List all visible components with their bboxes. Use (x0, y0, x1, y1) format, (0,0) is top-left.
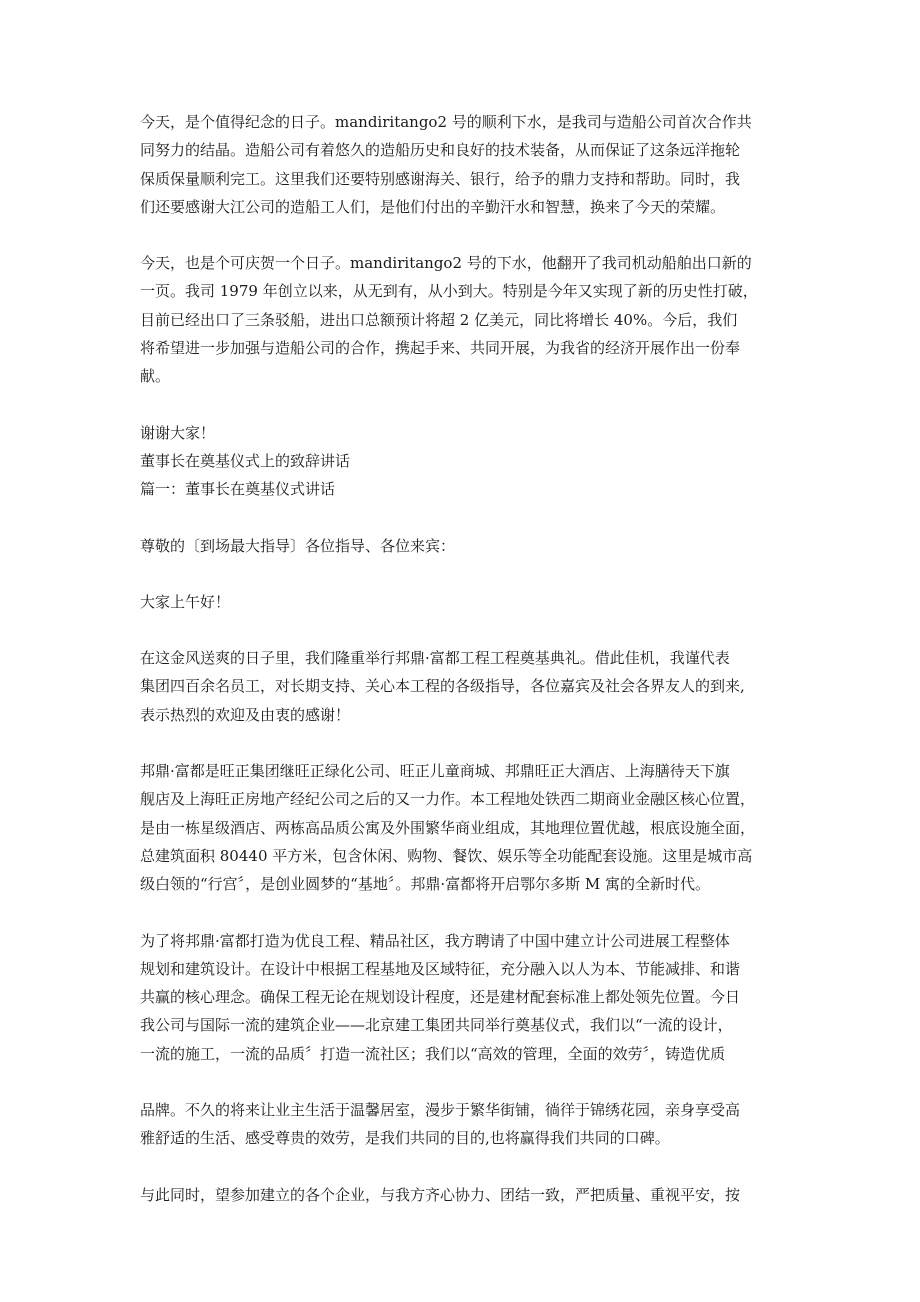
text-line: 为了将邦鼎·富都打造为优良工程、精品社区，我方聘请了中国中建立计公司进展工程整体 (140, 931, 730, 950)
text-line: 邦鼎·富都是旺正集团继旺正绿化公司、旺正儿童商城、邦鼎旺正大酒店、上海膳待天下旗 (140, 762, 730, 781)
text-line: 是由一栋星级酒店、两栋高品质公寓及外围繁华商业组成，其地理位置优越，根底设施全面， (140, 818, 756, 837)
paragraph-design-plan (140, 927, 785, 1068)
paragraph-launch-celebration (140, 249, 785, 390)
text-line: 在这金风送爽的日子里，我们隆重举行邦鼎·富都工程工程奠基典礼。借此佳机，我谨代表 (140, 649, 730, 668)
paragraph-project-overview (140, 757, 785, 898)
text-line: 共赢的核心理念。确保工程无论在规划设计程度，还是建材配套标准上都处领先位置。今日 (140, 988, 741, 1007)
text-line: 规划和建筑设计。在设计中根据工程基地及区域特征，充分融入以人为本、节能减排、和谐 (140, 959, 741, 978)
paragraph-launch-commemoration (140, 108, 785, 221)
section-title: 篇一：董事长在奠基仪式讲话 (140, 480, 336, 499)
text-line: 舰店及上海旺正房地产经纪公司之后的又一力作。本工程地处铁西二期商业金融区核心位置， (140, 790, 756, 809)
greeting-line: 大家上午好！ (140, 592, 231, 611)
text-line: 总建筑面积 80440 平方米，包含休闲、购物、餐饮、娱乐等全功能配套设施。这里是城市高 (140, 846, 753, 865)
paragraph-salutation (140, 532, 785, 560)
text-line: 目前已经出口了三条驳船，进出口总额预计将超 2 亿美元，同比将增长 40%。今后，我们 (140, 310, 738, 329)
text-line: 表示热烈的欢迎及由衷的感谢！ (140, 705, 351, 724)
document-page (140, 108, 785, 1209)
text-line: 一流的施工，一流的品质〞打造一流社区；我们以“高效的管理，全面的效劳〞，铸造优质 (140, 1044, 726, 1063)
text-line: 献。 (140, 367, 171, 386)
paragraph-thanks-and-titles (140, 419, 785, 504)
paragraph-ceremony-intro (140, 644, 785, 729)
text-line: 品牌。不久的将来让业主生活于温馨居室，漫步于繁华街铺，徜徉于锦绣花园，亲身享受高 (140, 1101, 741, 1120)
text-line: 我公司与国际一流的建筑企业——北京建工集团共同举行奠基仪式，我们以“一流的设计， (140, 1016, 733, 1035)
text-line: 一页。我司 1979 年创立以来，从无到有，从小到大。特别是今年又实现了新的历史性打破， (140, 282, 758, 301)
text-line: 雅舒适的生活、感受尊贵的效劳，是我们共同的目的,也将赢得我们共同的口碑。 (140, 1129, 670, 1148)
closing-thanks: 谢谢大家！ (140, 423, 216, 442)
text-line: 保质保量顺利完工。这里我们还要特别感谢海关、银行，给予的鼎力支持和帮助。同时，我 (140, 169, 741, 188)
paragraph-brand-vision (140, 1096, 785, 1153)
text-line: 与此同时，望参加建立的各个企业，与我方齐心协力、团结一致，严把质量、重视平安，按 (140, 1185, 741, 1204)
text-line: 今天，是个值得纪念的日子。mandiritango2 号的顺利下水，是我司与造船公司首次合作共 (140, 113, 752, 131)
paragraph-greeting (140, 588, 785, 616)
text-line: 们还要感谢大江公司的造船工人们，是他们付出的辛勤汗水和智慧，换来了今天的荣耀。 (140, 197, 726, 216)
paragraph-cooperation-appeal (140, 1181, 785, 1209)
text-line: 今天，也是个可庆贺一个日子。mandiritango2 号的下水，他翻开了我司机动船舶出口新的 (140, 254, 752, 273)
text-line: 集团四百余名员工，对长期支持、关心本工程的各级指导，各位嘉宾及社会各界友人的到来, (140, 677, 745, 696)
speech-title: 董事长在奠基仪式上的致辞讲话 (140, 451, 351, 470)
salutation-line: 尊敬的〔到场最大指导〕各位指导、各位来宾： (140, 536, 456, 555)
text-line: 同努力的结晶。造船公司有着悠久的造船历史和良好的技术装备，从而保证了这条远洋拖轮 (140, 141, 741, 160)
text-line: 将希望进一步加强与造船公司的合作，携起手来、共同开展，为我省的经济开展作出一份奉 (140, 339, 741, 358)
text-line: 级白领的“行宫〞，是创业圆梦的“基地〞。邦鼎·富都将开启鄂尔多斯 M 寓的全新时代。 (140, 875, 711, 894)
